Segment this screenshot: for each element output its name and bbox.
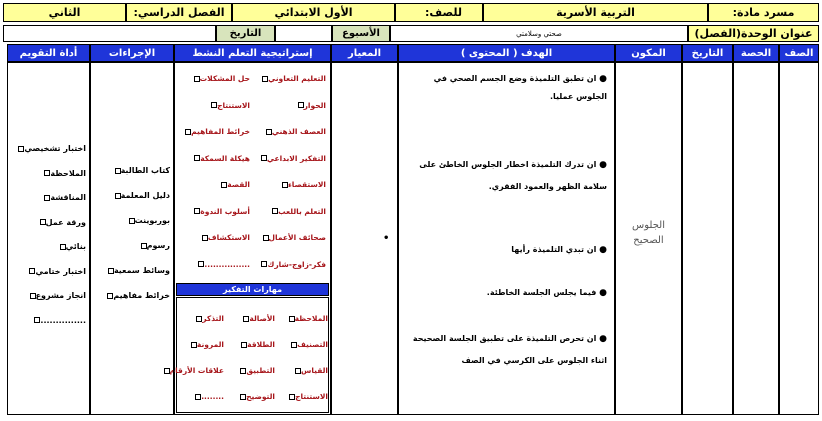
checkbox-icon[interactable] (18, 146, 24, 152)
checkbox-icon[interactable] (261, 261, 267, 267)
procedure-item[interactable] (106, 266, 170, 275)
checkbox-icon[interactable] (129, 218, 135, 224)
skill-label: التذكر (202, 314, 224, 323)
strategy-label: الاستقصاء (287, 180, 326, 189)
procedure-item[interactable] (127, 216, 170, 225)
strategy-item[interactable] (260, 74, 326, 83)
col-strategy: إستراتيجية التعلم النشط (174, 44, 331, 62)
skill-item[interactable] (193, 392, 224, 401)
procedure-label: خرائط مفاهيم (113, 291, 170, 300)
standard-value: • (383, 233, 390, 244)
strategy-item[interactable] (296, 101, 326, 110)
checkbox-icon[interactable] (108, 268, 114, 274)
week-label: الأسبوع (332, 25, 390, 42)
checkbox-icon[interactable] (289, 394, 295, 400)
date-label: التاريخ (216, 25, 275, 42)
assessment-item[interactable] (16, 144, 86, 153)
assessment-label: المناقشة (50, 193, 86, 202)
strategy-label: التعلم باللعب (278, 206, 326, 216)
checkbox-icon[interactable] (282, 182, 288, 188)
skill-item[interactable] (287, 314, 328, 323)
procedure-label: بوربوينت (134, 216, 170, 225)
col-assessment: أداة التقويم (7, 44, 90, 62)
strategy-item[interactable] (259, 260, 326, 269)
strategy-item[interactable] (183, 127, 250, 136)
procedures-cell (90, 62, 174, 415)
strategy-item[interactable] (209, 101, 250, 110)
strategy-label: الاستنتاج (217, 100, 250, 110)
class-cell (779, 62, 819, 415)
checkbox-icon[interactable] (198, 261, 204, 267)
checkbox-icon[interactable] (240, 368, 246, 374)
strategy-item[interactable] (200, 233, 250, 242)
skill-item[interactable] (238, 392, 275, 401)
assessment-label: اختبار تشخيصي (24, 144, 86, 153)
strategy-label: التعليم التعاوني (268, 74, 326, 83)
procedure-label: كتاب الطالبة (120, 166, 170, 175)
procedure-label: وسائط سمعية (113, 266, 170, 275)
term-label: الفصل الدراسي: (126, 3, 232, 22)
date-value[interactable] (3, 25, 216, 42)
checkbox-icon[interactable] (221, 182, 227, 188)
strategy-label: صحائف الأعمال (268, 233, 326, 242)
period-cell (733, 62, 779, 415)
unit-label: عنوان الوحدة(الفصل) (688, 25, 819, 42)
strategy-label: الاستكشاف (207, 233, 250, 242)
checkbox-icon[interactable] (295, 368, 301, 374)
assessment-label: الملاحظة (50, 168, 86, 178)
strategy-item[interactable] (192, 207, 250, 216)
skill-label: علاقات الأرقام (169, 366, 224, 375)
strategy-item[interactable] (192, 154, 250, 163)
assessment-item[interactable] (28, 291, 86, 300)
checkbox-icon[interactable] (266, 129, 272, 135)
checkbox-icon[interactable] (241, 342, 247, 348)
checkbox-icon[interactable] (29, 268, 35, 274)
assessment-label: بنائي (65, 242, 86, 251)
assessment-item[interactable] (38, 218, 86, 227)
checkbox-icon[interactable] (115, 168, 121, 174)
checkbox-icon[interactable] (272, 208, 278, 214)
objective-4: ● فيما يجلس الجلسة الخاطئة. (486, 288, 607, 298)
strategy-item[interactable] (259, 154, 326, 163)
strategy-label: حل المشكلات (199, 74, 250, 83)
objective-5: ● ان تحرص التلميذة على تطبيق الجلسة الصحيحة اثناء الجلوس على الكرسي في الصف (412, 334, 607, 365)
checkbox-icon[interactable] (291, 342, 297, 348)
skill-label: القياس (300, 366, 328, 375)
skill-label: الملاحظة (294, 314, 328, 323)
skill-item[interactable] (293, 366, 328, 375)
skill-label: التصنيف (297, 340, 328, 349)
checkbox-icon[interactable] (196, 316, 202, 322)
col-procedures: الإجراءات (90, 44, 174, 62)
checkbox-icon[interactable] (44, 170, 50, 176)
assessment-label: ............... (40, 315, 86, 325)
strategy-item[interactable] (280, 180, 326, 189)
checkbox-icon[interactable] (194, 208, 200, 214)
checkbox-icon[interactable] (298, 102, 304, 108)
checkbox-icon[interactable] (141, 243, 147, 249)
strategy-label: ................ (204, 259, 250, 269)
checkbox-icon[interactable] (261, 155, 267, 161)
col-component: المكون (615, 44, 682, 62)
objective-3: ● ان تبدي التلميذة رأيها (511, 245, 607, 255)
component-value: الجلوس الصحيح (632, 220, 665, 246)
checkbox-icon[interactable] (262, 76, 268, 82)
assessment-item[interactable] (32, 316, 86, 325)
assessment-item[interactable] (42, 169, 86, 178)
skill-item[interactable] (287, 392, 328, 401)
strategy-item[interactable] (192, 74, 250, 83)
checkbox-icon[interactable] (211, 102, 217, 108)
checkbox-icon[interactable] (185, 129, 191, 135)
strategy-label: العصف الذهني (271, 127, 326, 136)
subject-label: مسرد مادة: (708, 3, 819, 22)
skill-label: الاستنتاج (295, 392, 328, 401)
unit-value: صحتي وسلامتي (390, 25, 688, 42)
skill-item[interactable] (239, 340, 275, 349)
strategy-label: التفكير الابداعي (266, 153, 326, 163)
checkbox-icon[interactable] (195, 394, 201, 400)
subject-value: التربية الأسرية (483, 3, 708, 22)
strategy-item[interactable] (219, 180, 250, 189)
col-date: التاريخ (682, 44, 733, 62)
checkbox-icon[interactable] (202, 235, 208, 241)
skill-label: المرونة (196, 340, 224, 349)
skill-item[interactable] (194, 314, 224, 323)
checkbox-icon[interactable] (289, 316, 295, 322)
checkbox-icon[interactable] (44, 195, 50, 201)
grade-value: الأول الابتدائي (232, 3, 395, 22)
checkbox-icon[interactable] (194, 155, 200, 161)
skill-item[interactable] (189, 340, 224, 349)
skill-label: التوضيح (246, 392, 275, 401)
checkbox-icon[interactable] (240, 394, 246, 400)
procedure-item[interactable] (139, 241, 170, 250)
strategy-item[interactable] (270, 207, 326, 216)
procedure-item[interactable] (113, 166, 170, 175)
strategy-label: هيكلة السمكة (200, 153, 250, 163)
col-objective: الهدف ( المحتوى ) (398, 44, 615, 62)
procedure-label: رسوم (146, 241, 170, 250)
checkbox-icon[interactable] (194, 76, 200, 82)
objective-2: ● ان تدرك التلميذة اخطار الجلوس الخاطئ على سلامة الظهر والعمود الفقري. (419, 160, 607, 191)
term-value: الثاني (3, 3, 126, 22)
col-class: الصف (779, 44, 819, 62)
procedure-item[interactable] (105, 291, 170, 300)
objective-1: ● ان تطبق التلميذة وضع الجسم الصحي في الجلوس عمليا. (433, 74, 607, 101)
strategy-label: القصة (227, 180, 250, 189)
checkbox-icon[interactable] (243, 316, 249, 322)
thinking-skills-title: مهارات التفكير (176, 283, 329, 296)
strategy-label: فكر-زاوج-شارك (267, 259, 326, 269)
assessment-item[interactable] (58, 242, 86, 251)
strategy-item[interactable] (261, 233, 326, 242)
col-standard: المعيار (331, 44, 398, 62)
date-cell (682, 62, 733, 415)
checkbox-icon[interactable] (191, 342, 197, 348)
assessment-item[interactable] (42, 193, 86, 202)
checkbox-icon[interactable] (60, 244, 66, 250)
strategy-item[interactable] (196, 260, 250, 269)
skill-item[interactable] (241, 314, 275, 323)
assessment-label: ورقة عمل (45, 217, 86, 227)
skill-item[interactable] (289, 340, 328, 349)
col-period: الحصة (733, 44, 779, 62)
skill-label: الطلاقة (247, 340, 275, 349)
procedure-item[interactable] (113, 191, 170, 200)
strategy-label: أسلوب الندوة (200, 206, 250, 216)
assessment-cell (7, 62, 90, 415)
checkbox-icon[interactable] (115, 193, 121, 199)
grade-label: للصف: (395, 3, 483, 22)
strategy-item[interactable] (264, 127, 326, 136)
assessment-label: اختبار ختامي (35, 266, 86, 276)
skill-item[interactable] (238, 366, 275, 375)
checkbox-icon[interactable] (34, 317, 40, 323)
checkbox-icon[interactable] (263, 235, 269, 241)
skill-label: التطبيق (246, 366, 275, 375)
checkbox-icon[interactable] (40, 219, 46, 225)
skill-label: الأصالة (249, 314, 275, 323)
strategy-label: خرائط المفاهيم (191, 127, 250, 136)
assessment-item[interactable] (27, 267, 86, 276)
skill-label: ........ (201, 392, 224, 401)
strategy-label: الحوار (303, 100, 326, 110)
checkbox-icon[interactable] (107, 293, 113, 299)
week-value[interactable] (275, 25, 332, 42)
assessment-label: انجاز مشروع (35, 291, 86, 300)
checkbox-icon[interactable] (30, 293, 36, 299)
procedure-label: دليل المعلمة (120, 191, 170, 200)
